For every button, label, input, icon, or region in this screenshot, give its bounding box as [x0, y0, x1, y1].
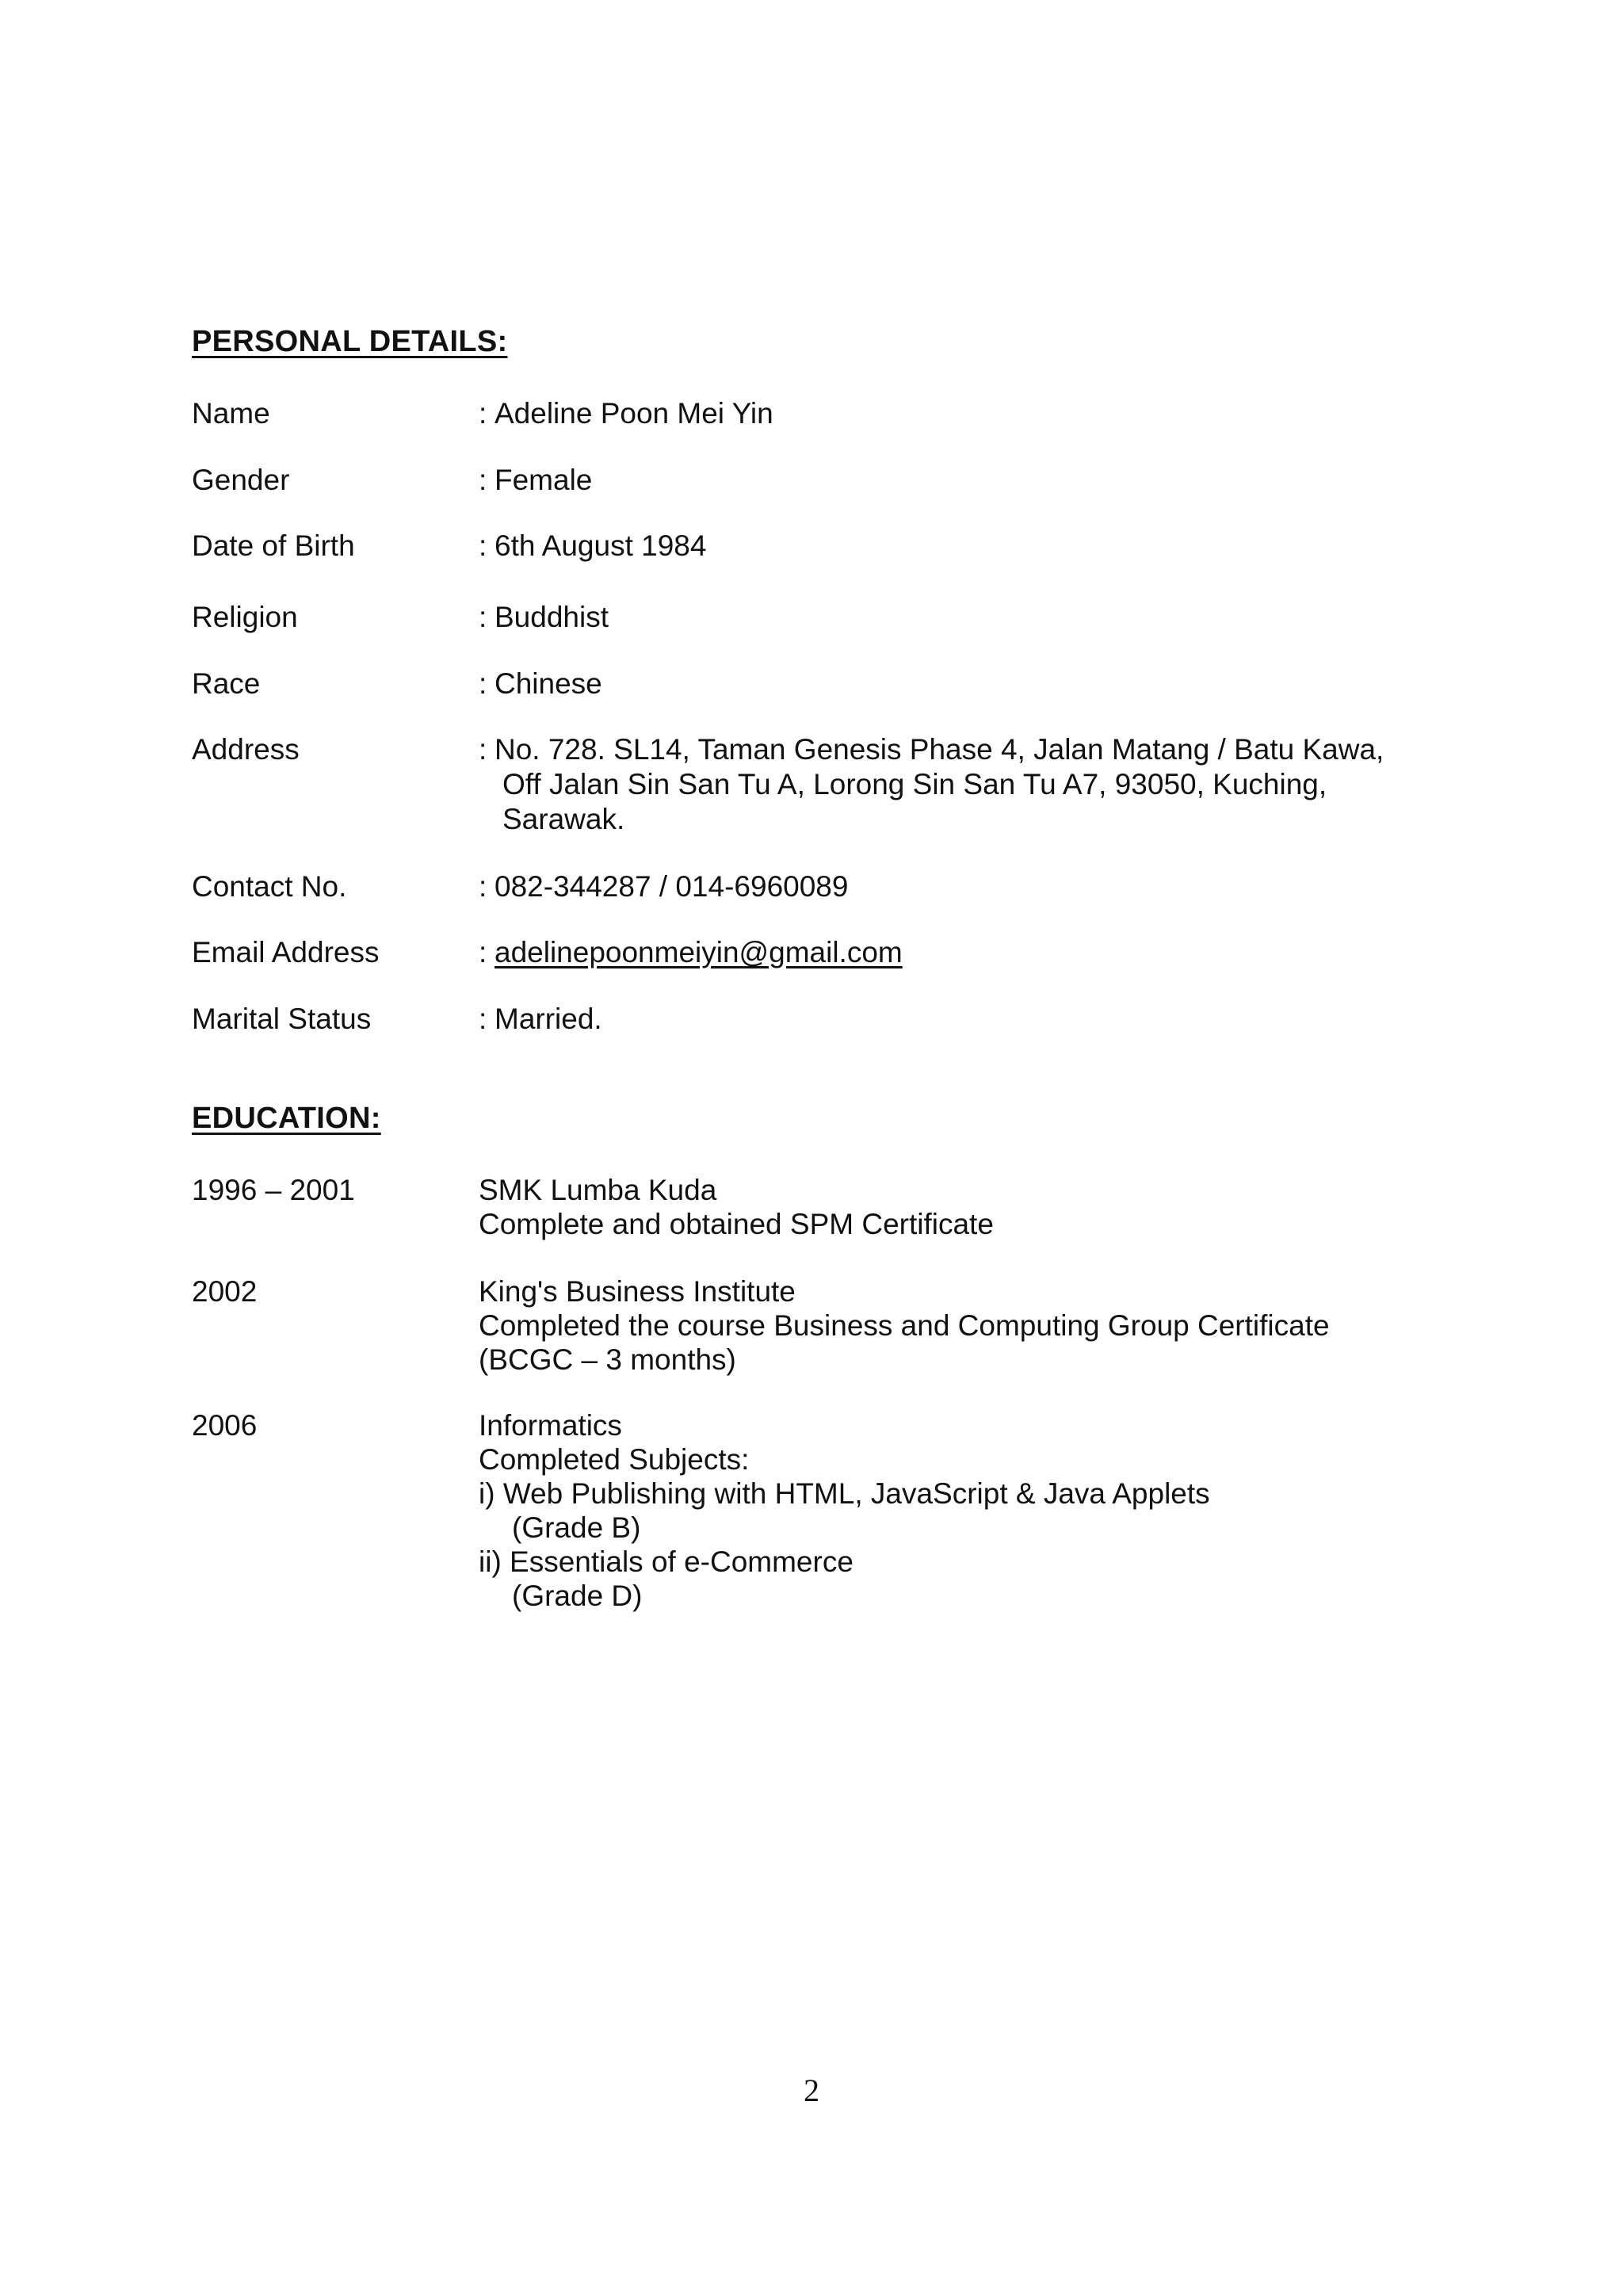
education-line: Completed the course Business and Computing Group Certificate	[479, 1309, 1330, 1342]
education-line: Completed Subjects:	[479, 1443, 750, 1476]
address-value	[495, 732, 1384, 837]
detail-label: Marital Status	[192, 1003, 372, 1035]
education-heading: EDUCATION:	[192, 1102, 381, 1135]
education-line: Informatics	[479, 1409, 622, 1442]
education-details	[479, 1173, 994, 1241]
detail-label: Date of Birth	[192, 529, 355, 562]
address-line: Off Jalan Sin San Tu A, Lorong Sin San Tu A7, 93050, Kuching,	[502, 768, 1327, 800]
personal-details-heading: PERSONAL DETAILS:	[192, 325, 508, 358]
detail-value: Buddhist	[495, 601, 609, 633]
detail-colon: :	[479, 667, 487, 700]
detail-colon: :	[479, 464, 487, 496]
education-line: (Grade D)	[512, 1580, 643, 1612]
education-line: Complete and obtained SPM Certificate	[479, 1208, 994, 1240]
detail-label: Gender	[192, 464, 290, 496]
detail-colon: :	[479, 397, 487, 430]
education-details	[479, 1274, 1330, 1377]
address-line: Sarawak.	[502, 803, 625, 835]
education-details	[479, 1408, 1210, 1613]
email-link[interactable]: adelinepoonmeiyin@gmail.com	[495, 936, 903, 968]
education-year: 2002	[192, 1275, 258, 1308]
education-year: 1996 – 2001	[192, 1174, 355, 1206]
detail-label: Address	[192, 733, 300, 766]
detail-colon: :	[479, 733, 487, 766]
detail-value: 6th August 1984	[495, 529, 707, 562]
detail-value: Married.	[495, 1003, 602, 1035]
detail-label: Name	[192, 397, 270, 430]
education-line: (BCGC – 3 months)	[479, 1343, 736, 1376]
education-line: King's Business Institute	[479, 1275, 796, 1308]
detail-label: Race	[192, 667, 261, 700]
detail-value: Female	[495, 464, 593, 496]
education-line: i) Web Publishing with HTML, JavaScript & Java Applets	[479, 1477, 1210, 1510]
detail-value: 082-344287 / 014-6960089	[495, 870, 849, 903]
detail-colon: :	[479, 870, 487, 903]
detail-label: Religion	[192, 601, 298, 633]
detail-colon: :	[479, 936, 487, 968]
education-line: (Grade B)	[512, 1511, 641, 1544]
education-year: 2006	[192, 1409, 258, 1442]
detail-label: Email Address	[192, 936, 380, 968]
detail-colon: :	[479, 601, 487, 633]
education-line: ii) Essentials of e-Commerce	[479, 1545, 854, 1578]
detail-value: Chinese	[495, 667, 602, 700]
page-number: 2	[804, 2073, 819, 2108]
detail-value: Adeline Poon Mei Yin	[495, 397, 773, 430]
detail-label: Contact No.	[192, 870, 347, 903]
detail-colon: :	[479, 529, 487, 562]
education-line: SMK Lumba Kuda	[479, 1174, 717, 1206]
address-line: No. 728. SL14, Taman Genesis Phase 4, Jalan Matang / Batu Kawa,	[495, 733, 1384, 766]
detail-colon: :	[479, 1003, 487, 1035]
